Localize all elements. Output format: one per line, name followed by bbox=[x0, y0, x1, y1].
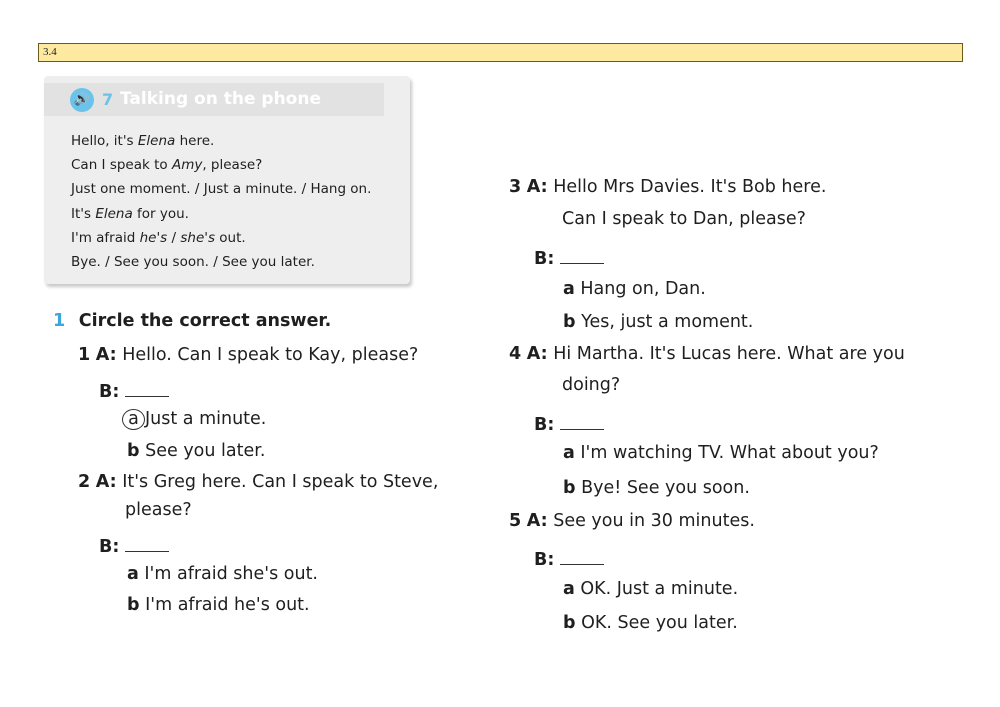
option-a[interactable]: a Just a minute. bbox=[126, 409, 266, 430]
phrases-list bbox=[71, 129, 371, 274]
question-text: Hello. Can I speak to Kay, please? bbox=[122, 345, 419, 365]
section-header-bar bbox=[38, 43, 963, 62]
phrase-line: It's Elena for you. bbox=[71, 205, 189, 222]
speaker-icon[interactable]: 🔊 bbox=[70, 88, 94, 112]
answer-blank[interactable] bbox=[125, 378, 169, 397]
phrase-line: Just one moment. / Just a minute. / Hang on. bbox=[71, 181, 372, 198]
phrases-box-header bbox=[44, 83, 384, 116]
answer-blank[interactable] bbox=[560, 245, 604, 264]
question-text: See you in 30 minutes. bbox=[553, 511, 755, 531]
question-text: Hi Martha. It's Lucas here. What are you bbox=[553, 344, 905, 364]
option-a[interactable]: a Hang on, Dan. bbox=[563, 279, 706, 299]
question-text: It's Greg here. Can I speak to Steve, bbox=[122, 472, 439, 492]
question-text-cont: Can I speak to Dan, please? bbox=[562, 209, 806, 229]
answer-blank[interactable] bbox=[125, 533, 169, 552]
circled-answer-mark: a bbox=[122, 409, 145, 430]
exercise-instruction: Circle the correct answer. bbox=[78, 311, 332, 331]
phrases-box-title: Talking on the phone bbox=[120, 89, 321, 109]
option-b[interactable]: b Bye! See you soon. bbox=[563, 478, 750, 498]
option-a[interactable]: a OK. Just a minute. bbox=[563, 579, 739, 599]
option-a[interactable]: a I'm afraid she's out. bbox=[127, 564, 318, 584]
phrase-line: Hello, it's Elena here. bbox=[71, 133, 215, 149]
option-b[interactable]: b Yes, just a moment. bbox=[563, 312, 754, 332]
phrases-box bbox=[44, 76, 410, 284]
option-b[interactable]: b OK. See you later. bbox=[563, 613, 738, 633]
audio-track-number: 7 bbox=[102, 90, 114, 109]
option-a[interactable]: a I'm watching TV. What about you? bbox=[563, 443, 879, 463]
question-text-cont: doing? bbox=[562, 375, 621, 395]
option-b[interactable]: b I'm afraid he's out. bbox=[127, 595, 310, 615]
question-text-cont: please? bbox=[125, 500, 192, 520]
question-text: Hello Mrs Davies. It's Bob here. bbox=[553, 177, 827, 197]
answer-blank[interactable] bbox=[560, 411, 604, 430]
phrase-line: Can I speak to Amy, please? bbox=[71, 157, 263, 174]
phrase-line: Bye. / See you soon. / See you later. bbox=[71, 254, 315, 271]
exercise-number: 1 bbox=[53, 311, 66, 331]
option-b[interactable]: b See you later. bbox=[127, 441, 266, 461]
exercise-header bbox=[53, 311, 331, 331]
section-label: 3.4 bbox=[43, 46, 57, 58]
answer-blank[interactable] bbox=[560, 546, 604, 565]
phrase-line: I'm afraid he's / she's out. bbox=[71, 229, 246, 246]
